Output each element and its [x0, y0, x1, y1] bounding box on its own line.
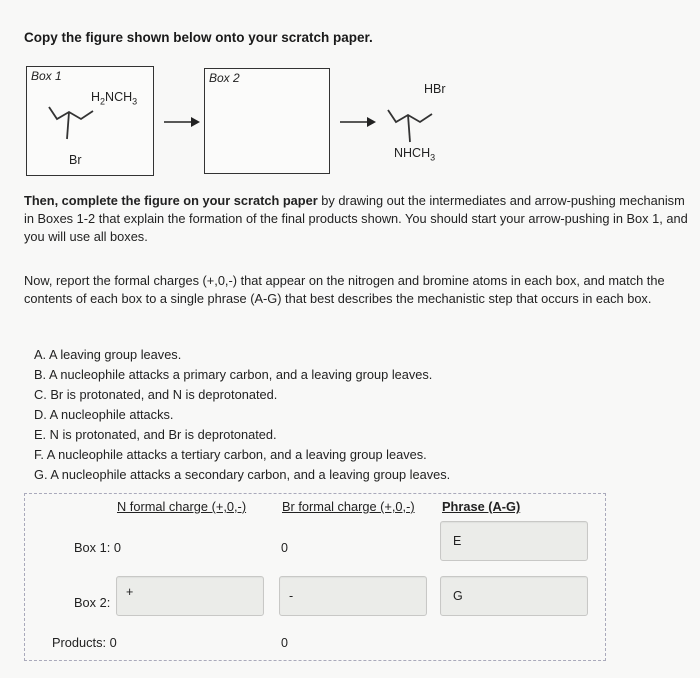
row-box2-label: Box 2: — [74, 595, 111, 610]
option-d: D. A nucleophile attacks. — [34, 407, 174, 422]
row-box1-label: Box 1: 0 — [74, 540, 121, 555]
option-b: B. A nucleophile attacks a primary carbon, and a leaving group leaves. — [34, 367, 433, 382]
box-1 — [26, 66, 154, 176]
box1-br-charge: 0 — [281, 541, 288, 555]
instructions-paragraph-2: Now, report the formal charges (+,0,-) that appear on the nitrogen and bromine atoms in each box, and match the contents of each box to a single phrase (A-G) that best describes the mechanistic step that occurs in each box. — [24, 273, 665, 306]
instructions-rest: by drawing out the intermediates and arrow-pushing mechanism in Boxes 1-2 that explain the formation of the final products shown. You should start your arrow-pushing in Box 1, and you will use all boxes. — [24, 193, 688, 244]
box1-n-charge: 0 — [113, 540, 121, 555]
row-products-label: Products: 0 — [52, 635, 117, 650]
alkyl-bromide-structure — [27, 67, 153, 175]
reaction-arrow-2 — [338, 114, 378, 130]
option-e: E. N is protonated, and Br is deprotonated. — [34, 427, 277, 442]
box2-phrase-value: G — [453, 589, 463, 603]
n-charge-header: N formal charge (+,0,-) — [117, 499, 247, 514]
option-g: G. A nucleophile attacks a secondary carbon, and a leaving group leaves. — [34, 467, 451, 482]
br-charge-header: Br formal charge (+,0,-) — [282, 499, 415, 514]
reaction-figure — [26, 66, 496, 176]
instructions-paragraph-1 — [24, 192, 694, 246]
question-heading: Copy the figure shown below onto your scratch paper. — [24, 30, 373, 45]
box2-n-charge-field[interactable] — [116, 576, 264, 616]
box2-phrase-field[interactable] — [440, 576, 588, 616]
box1-phrase-field[interactable] — [440, 521, 588, 561]
answer-options-list — [34, 345, 450, 485]
option-a: A. A leaving group leaves. — [34, 347, 182, 362]
bromine-label: Br — [69, 153, 82, 167]
instructions-bold-lead: Then, complete the figure on your scratch paper — [24, 193, 318, 208]
box2-n-charge-value: + — [126, 585, 134, 599]
products-br-charge: 0 — [281, 636, 288, 650]
products-n-charge: 0 — [109, 635, 117, 650]
amine-reagent-label: $H_2NCH_3$ — [91, 90, 138, 107]
hbr-product-label: HBr — [424, 82, 446, 96]
phrase-header: Phrase (A-G) — [442, 499, 521, 514]
box-2-title: Box 2 — [209, 71, 240, 85]
box2-br-charge-field[interactable] — [279, 576, 427, 616]
box-2 — [204, 68, 330, 174]
box2-br-charge-value: - — [289, 589, 294, 603]
option-c: C. Br is protonated, and N is deprotonated. — [34, 387, 278, 402]
box1-phrase-value: E — [453, 534, 462, 548]
nhch3-label: $NHCH_3$ — [394, 146, 436, 163]
option-f: F. A nucleophile attacks a tertiary carbon, and a leaving group leaves. — [34, 447, 427, 462]
box-1-title: Box 1 — [31, 69, 62, 83]
reaction-arrow-1 — [162, 114, 202, 130]
